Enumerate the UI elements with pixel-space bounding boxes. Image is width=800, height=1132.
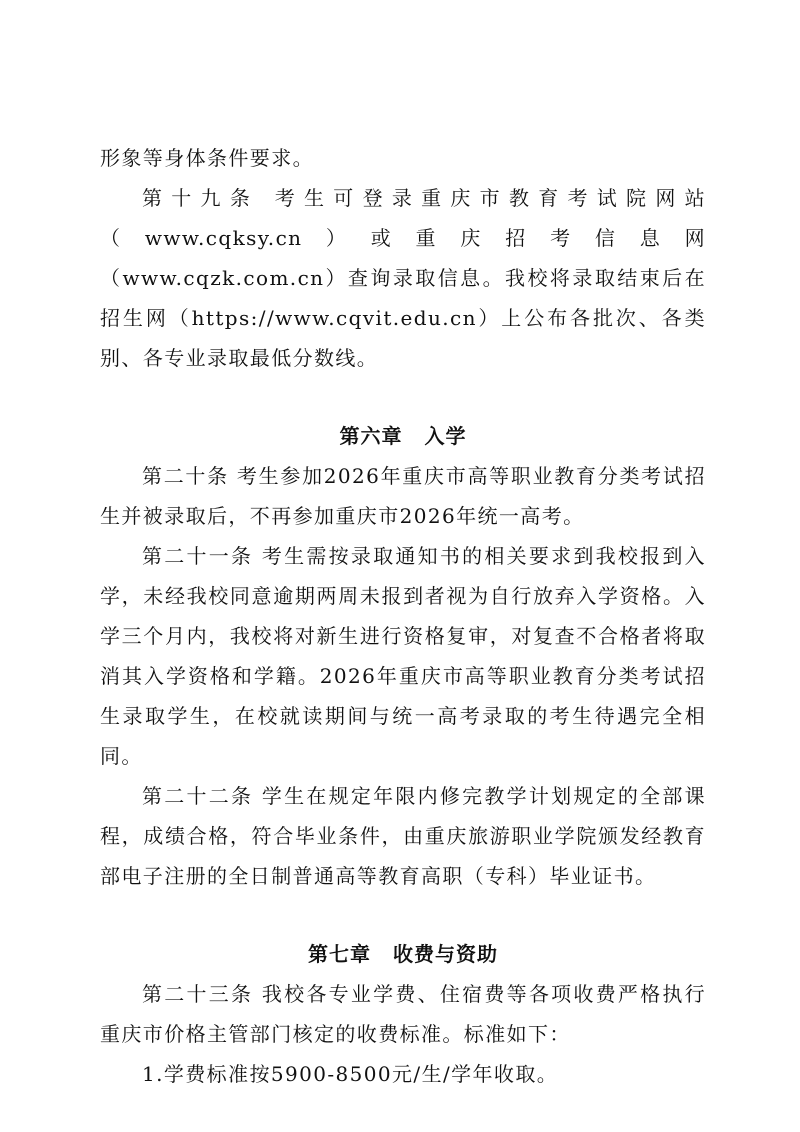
- article-23: 第二十三条 我校各专业学费、住宿费等各项收费严格执行重庆市价格主管部门核定的收费标准。标准如下：: [100, 982, 706, 1046]
- chapter-6-number: 第六章: [339, 424, 403, 448]
- chapter-7-title: 收费与资助: [393, 942, 498, 966]
- document-body: [100, 138, 706, 1094]
- chapter-6-heading: [100, 416, 706, 456]
- article-21: 第二十一条 考生需按录取通知书的相关要求到我校报到入学，未经我校同意逾期两周未报到者视为自行放弃入学资格。入学三个月内，我校将对新生进行资格复审，对复查不合格者将取消其入学资格和学籍。2026年重庆市高等职业教育分类考试招生录取学生，在校就读期间与统一高考录取的考生待遇完全相同。: [100, 544, 706, 768]
- article-20: 第二十条 考生参加2026年重庆市高等职业教育分类考试招生并被录取后，不再参加重庆市2026年统一高考。: [100, 464, 706, 528]
- article-19: 第十九条 考生可登录重庆市教育考试院网站（www.cqksy.cn）或重庆招考信息网（www.cqzk.com.cn）查询录取信息。我校将录取结束后在招生网（https://www.cqvit.edu.cn）上公布各批次、各类别、各专业录取最低分数线。: [100, 186, 706, 370]
- chapter-7-heading: [100, 934, 706, 974]
- chapter-6-title: 入学: [424, 424, 467, 448]
- paragraph-continuation: 形象等身体条件要求。: [100, 146, 314, 170]
- chapter-7-number: 第七章: [308, 942, 371, 966]
- tuition-item-1: 1.学费标准按5900-8500元/生/学年收取。: [142, 1062, 559, 1086]
- article-22: 第二十二条 学生在规定年限内修完教学计划规定的全部课程，成绩合格，符合毕业条件，由重庆旅游职业学院颁发经教育部电子注册的全日制普通高等教育高职（专科）毕业证书。: [100, 784, 706, 888]
